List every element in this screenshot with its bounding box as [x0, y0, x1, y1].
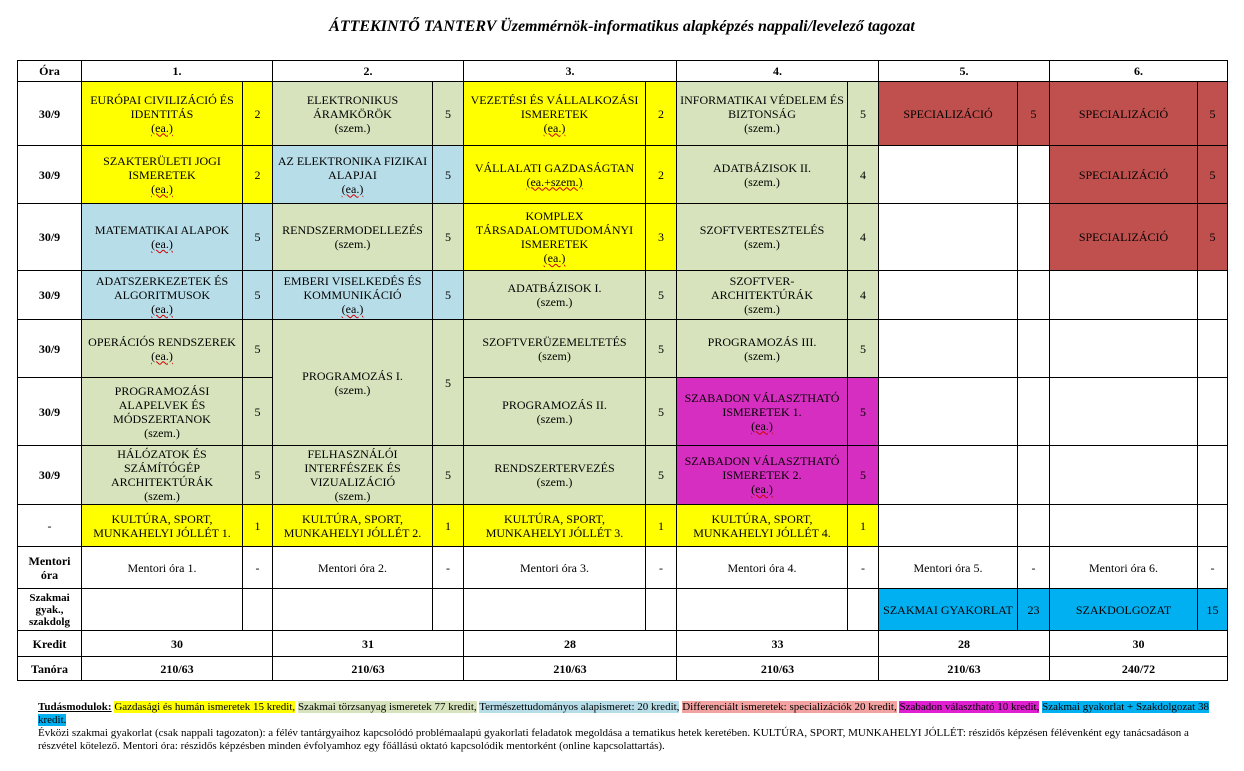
header-ora: Óra [18, 61, 82, 82]
course-cell: SPECIALIZÁCIÓ [1050, 82, 1198, 146]
course-type: (szem.) [334, 120, 371, 135]
empty-cell [433, 589, 464, 631]
course-cell [82, 378, 243, 446]
mentori-cell: Mentori óra 4. [677, 547, 848, 589]
credit-cell: 5 [1018, 82, 1050, 146]
row-label: 30/9 [18, 204, 82, 271]
empty-cell [1018, 378, 1050, 446]
header-semester-2: 2. [273, 61, 464, 82]
course-type: (ea.) [543, 251, 566, 265]
course-type: (szem.) [334, 237, 371, 251]
empty-cell [879, 505, 1018, 547]
credit-cell: 5 [646, 320, 677, 378]
empty-cell [1018, 271, 1050, 320]
tanora-value: 210/63 [464, 657, 677, 681]
credit-cell: 5 [646, 446, 677, 505]
course-type: (szem.) [744, 120, 780, 135]
course-name: SZAKTERÜLETI JOGI ISMERETEK [103, 153, 221, 182]
course-type: (ea.) [751, 482, 773, 496]
credit-cell: 5 [433, 204, 464, 271]
credit-cell: 5 [243, 378, 273, 446]
row-label: 30/9 [18, 146, 82, 204]
course-name: PROGRAMOZÁS II. [502, 397, 607, 412]
table-row [18, 446, 1228, 505]
course-type: (ea.) [151, 302, 173, 316]
credit-cell: 2 [646, 82, 677, 146]
course-name: ELEKTRONIKUS ÁRAMKÖRÖK [306, 92, 399, 121]
credit-cell: 1 [646, 505, 677, 547]
credit-cell: 5 [1198, 82, 1228, 146]
course-type: (ea.) [543, 120, 566, 135]
legend-termeszettudomanyos: Természettudományos alapismeret: 20 kredit, [479, 701, 680, 713]
credit-cell: 5 [243, 320, 273, 378]
course-type: (szem.) [744, 237, 780, 251]
mentori-cell: Mentori óra 2. [273, 547, 433, 589]
course-cell [82, 204, 243, 271]
credit-cell: 1 [848, 505, 879, 547]
row-label: 30/9 [18, 378, 82, 446]
course-cell [677, 378, 848, 446]
course-cell: SZAKMAI GYAKORLAT [879, 589, 1018, 631]
course-type: (ea.) [151, 237, 173, 251]
course-cell: SZAKDOLGOZAT [1050, 589, 1198, 631]
course-name: SZOFTVERTESZTELÉS [699, 223, 825, 237]
course-name: HÁLÓZATOK ÉS SZÁMÍTÓGÉP ARCHITEKTÚRÁK [111, 447, 213, 489]
credit-cell: 5 [646, 271, 677, 320]
course-type: (szem.) [744, 348, 780, 363]
course-cell [273, 320, 433, 446]
course-type: (ea.) [151, 181, 173, 196]
credit-cell: 5 [433, 82, 464, 146]
empty-cell [879, 146, 1018, 204]
kredit-row [18, 631, 1228, 657]
course-cell [82, 271, 243, 320]
course-name: MATEMATIKAI ALAPOK [94, 223, 230, 237]
row-label: 30/9 [18, 271, 82, 320]
course-type: (ea.) [151, 348, 173, 363]
page-title: ÁTTEKINTŐ TANTERV Üzemmérnök-informatikus alapképzés nappali/levelező tagozat [329, 18, 915, 35]
course-cell [273, 146, 433, 204]
header-row [18, 61, 1228, 82]
course-cell [464, 446, 646, 505]
course-cell [82, 146, 243, 204]
header-semester-6: 6. [1050, 61, 1228, 82]
kredit-value: 30 [1050, 631, 1228, 657]
course-cell [82, 446, 243, 505]
course-cell [677, 320, 848, 378]
course-type: (ea.) [751, 418, 773, 433]
credit-cell: 5 [646, 378, 677, 446]
table-row [18, 320, 1228, 378]
credit-cell: 4 [848, 271, 879, 320]
course-cell [464, 146, 646, 204]
course-type: (szem.) [334, 489, 371, 503]
course-type: (szem.) [536, 411, 573, 426]
credit-cell: 5 [848, 320, 879, 378]
curriculum-table [17, 60, 1228, 681]
table-row [18, 271, 1228, 320]
legend-gazdasagi: Gazdasági és humán ismeretek 15 kredit, [114, 701, 296, 713]
course-name: PROGRAMOZÁSI ALAPELVEK ÉS MÓDSZERTANOK [113, 383, 211, 426]
credit-cell: 5 [433, 271, 464, 320]
credit-cell: 3 [646, 204, 677, 271]
course-cell [464, 204, 646, 271]
kredit-value: 30 [82, 631, 273, 657]
course-cell [273, 271, 433, 320]
course-cell [273, 82, 433, 146]
course-cell [464, 271, 646, 320]
legend-torzsanyag: Szakmai törzsanyag ismeretek 77 kredit, [297, 701, 477, 713]
empty-cell [879, 446, 1018, 505]
course-name: OPERÁCIÓS RENDSZEREK [88, 334, 236, 349]
credit-cell: 5 [433, 320, 464, 446]
course-name: ADATBÁZISOK II. [713, 160, 811, 175]
empty-cell [1018, 320, 1050, 378]
tanora-row [18, 657, 1228, 681]
table-row [18, 378, 1228, 446]
credit-cell: 2 [646, 146, 677, 204]
kredit-value: 28 [464, 631, 677, 657]
course-type: (szem.) [144, 489, 180, 503]
empty-cell [879, 320, 1018, 378]
course-cell [677, 82, 848, 146]
course-type: (szem.) [744, 174, 780, 189]
empty-cell [677, 589, 848, 631]
tanora-value: 210/63 [879, 657, 1050, 681]
mentori-dash: - [243, 547, 273, 589]
legend-gyakorlat: Szakmai gyakorlat + Szakdolgozat 38 kredit. [38, 701, 1209, 726]
empty-cell [1050, 320, 1198, 378]
credit-cell: 15 [1198, 589, 1228, 631]
course-cell: SPECIALIZÁCIÓ [879, 82, 1018, 146]
tanora-value: 210/63 [677, 657, 879, 681]
row-label: 30/9 [18, 320, 82, 378]
course-type: (szem.) [744, 302, 780, 316]
course-name: EMBERI VISELKEDÉS ÉS KOMMUNIKÁCIÓ [283, 274, 422, 302]
course-cell: KULTÚRA, SPORT, MUNKAHELYI JÓLLÉT 4. [677, 505, 848, 547]
empty-cell [879, 204, 1018, 271]
table-row [18, 146, 1228, 204]
row-label: Kredit [18, 631, 82, 657]
tanora-value: 210/63 [82, 657, 273, 681]
credit-cell: 5 [243, 271, 273, 320]
course-cell: KULTÚRA, SPORT, MUNKAHELYI JÓLLÉT 3. [464, 505, 646, 547]
credit-cell: 5 [1198, 146, 1228, 204]
legend-differencialt: Differenciált ismeretek: specializációk 20 kredit, [682, 701, 897, 713]
tanora-value: 210/63 [273, 657, 464, 681]
course-name: ADATBÁZISOK I. [507, 281, 602, 295]
course-name: PROGRAMOZÁS III. [707, 334, 817, 349]
course-cell [82, 320, 243, 378]
credit-cell: 5 [243, 204, 273, 271]
empty-cell [879, 271, 1018, 320]
mentori-cell: Mentori óra 1. [82, 547, 243, 589]
credit-cell: 4 [848, 146, 879, 204]
course-name: VEZETÉSI ÉS VÁLLALKOZÁSI ISMERETEK [470, 92, 639, 121]
credit-cell: 5 [433, 146, 464, 204]
empty-cell [1198, 271, 1228, 320]
credit-cell: 1 [433, 505, 464, 547]
mentori-dash: - [848, 547, 879, 589]
course-cell [677, 146, 848, 204]
credit-cell: 1 [243, 505, 273, 547]
credit-cell: 5 [1198, 204, 1228, 271]
course-name: EURÓPAI CIVILIZÁCIÓ ÉS IDENTITÁS [90, 92, 234, 121]
empty-cell [1050, 446, 1198, 505]
credit-cell: 5 [848, 82, 879, 146]
course-name: INFORMATIKAI VÉDELEM ÉS BIZTONSÁG [680, 92, 844, 121]
empty-cell [1050, 271, 1198, 320]
kredit-value: 28 [879, 631, 1050, 657]
tanora-value: 240/72 [1050, 657, 1228, 681]
credit-cell: 4 [848, 204, 879, 271]
course-type: (szem) [538, 348, 571, 363]
empty-cell [464, 589, 646, 631]
table-row [18, 505, 1228, 547]
empty-cell [1018, 446, 1050, 505]
legend-note: Évközi szakmai gyakorlat (csak nappali tagozaton): a félév tantárgyaihoz kapcsolódó problémaalapú gyakorlati feladatok megoldása a tematikus hetek keretében. KULTÚRA, SPORT, MUNKAHELYI JÓLLÉT: részidős képzésen félévenként egy tanácsadáson a részvétel kötelező. Mentori óra: részidős képzésben minden évfolyamhoz egy főállású oktató kapcsolódik mentorként (online kapcsolattartás). [38, 727, 1189, 752]
course-cell: KULTÚRA, SPORT, MUNKAHELYI JÓLLÉT 2. [273, 505, 433, 547]
table-row [18, 589, 1228, 631]
credit-cell: 5 [848, 378, 879, 446]
course-name: SZOFTVERÜZEMELTETÉS [482, 334, 627, 349]
course-type: (szem.) [536, 295, 573, 309]
empty-cell [1018, 505, 1050, 547]
credit-cell: 5 [848, 446, 879, 505]
course-type: (szem.) [536, 475, 573, 489]
course-type: (ea.) [341, 181, 364, 196]
header-semester-5: 5. [879, 61, 1050, 82]
course-name: RENDSZERTERVEZÉS [494, 461, 615, 475]
empty-cell [82, 589, 243, 631]
course-type: (ea.) [341, 302, 364, 316]
course-cell: SPECIALIZÁCIÓ [1050, 146, 1198, 204]
header-semester-1: 1. [82, 61, 273, 82]
header-semester-4: 4. [677, 61, 879, 82]
empty-cell [1198, 378, 1228, 446]
table-row [18, 204, 1228, 271]
course-type: (ea.+szem.) [526, 174, 583, 189]
course-type: (ea.) [151, 120, 173, 135]
course-cell [82, 82, 243, 146]
course-name: ADATSZERKEZETEK ÉS ALGORITMUSOK [95, 274, 229, 302]
course-name: RENDSZERMODELLEZÉS [282, 223, 423, 237]
row-label: Tanóra [18, 657, 82, 681]
course-cell [464, 320, 646, 378]
course-cell [273, 204, 433, 271]
mentori-cell: Mentori óra 5. [879, 547, 1018, 589]
credit-cell: 5 [243, 446, 273, 505]
credit-cell: 2 [243, 146, 273, 204]
empty-cell [1050, 505, 1198, 547]
course-type: (szem.) [144, 425, 180, 440]
credit-cell: 5 [433, 446, 464, 505]
kredit-value: 31 [273, 631, 464, 657]
table-row [18, 547, 1228, 589]
legend-szabadon: Szabadon választható 10 kredit, [899, 701, 1040, 713]
empty-cell [243, 589, 273, 631]
course-cell [677, 204, 848, 271]
row-label: - [18, 505, 82, 547]
course-name: SZABADON VÁLASZTHATÓ ISMERETEK 2. [684, 454, 840, 482]
mentori-cell: Mentori óra 6. [1050, 547, 1198, 589]
row-label: Mentori óra [18, 547, 82, 589]
mentori-dash: - [1018, 547, 1050, 589]
course-cell [273, 446, 433, 505]
course-cell [677, 271, 848, 320]
row-label: Szakmai gyak., szakdolg [18, 589, 82, 631]
credit-cell: 23 [1018, 589, 1050, 631]
course-name: KOMPLEX TÁRSADALOMTUDOMÁNYI ISMERETEK [475, 209, 634, 251]
course-cell [677, 446, 848, 505]
empty-cell [646, 589, 677, 631]
mentori-dash: - [1198, 547, 1228, 589]
course-name: AZ ELEKTRONIKA FIZIKAI ALAPJAI [277, 153, 428, 182]
legend [38, 701, 1228, 753]
row-label: 30/9 [18, 82, 82, 146]
mentori-cell: Mentori óra 3. [464, 547, 646, 589]
course-name: VÁLLALATI GAZDASÁGTAN [474, 160, 635, 175]
empty-cell [879, 378, 1018, 446]
course-cell: KULTÚRA, SPORT, MUNKAHELYI JÓLLÉT 1. [82, 505, 243, 547]
mentori-dash: - [433, 547, 464, 589]
empty-cell [1050, 378, 1198, 446]
course-type: (szem.) [334, 382, 371, 397]
course-cell: SPECIALIZÁCIÓ [1050, 204, 1198, 271]
empty-cell [848, 589, 879, 631]
table-row [18, 82, 1228, 146]
course-name: PROGRAMOZÁS I. [302, 368, 403, 383]
credit-cell: 2 [243, 82, 273, 146]
empty-cell [1198, 446, 1228, 505]
row-label: 30/9 [18, 446, 82, 505]
empty-cell [273, 589, 433, 631]
course-name: SZABADON VÁLASZTHATÓ ISMERETEK 1. [684, 390, 840, 419]
empty-cell [1198, 505, 1228, 547]
empty-cell [1018, 204, 1050, 271]
course-name: SZOFTVER-ARCHITEKTÚRÁK [711, 274, 813, 302]
kredit-value: 33 [677, 631, 879, 657]
course-name: FELHASZNÁLÓI INTERFÉSZEK ÉS VIZUALIZÁCIÓ [304, 447, 401, 489]
empty-cell [1018, 146, 1050, 204]
header-semester-3: 3. [464, 61, 677, 82]
course-cell [464, 378, 646, 446]
legend-label: Tudásmodulok: [38, 701, 112, 713]
mentori-dash: - [646, 547, 677, 589]
empty-cell [1198, 320, 1228, 378]
course-cell [464, 82, 646, 146]
